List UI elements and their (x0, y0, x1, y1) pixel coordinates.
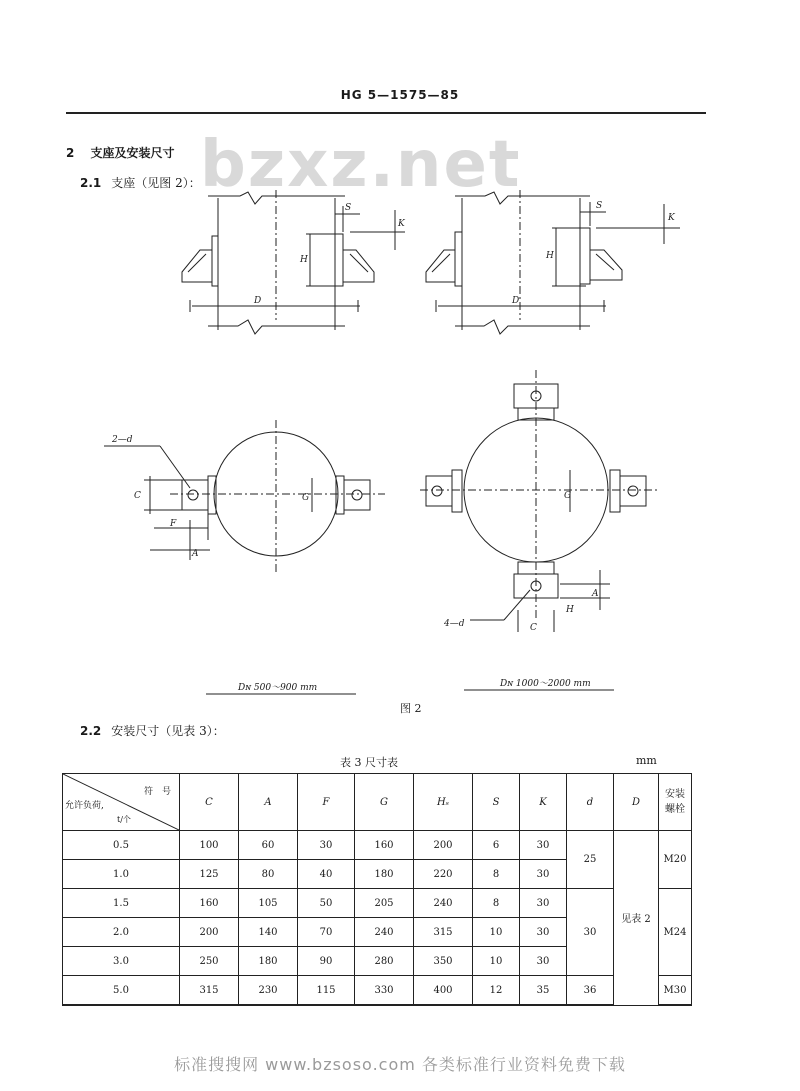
cell-a: 180 (239, 947, 298, 976)
dim-s-left: S (345, 203, 352, 213)
cell-h: 400 (414, 976, 473, 1006)
table-row (63, 831, 692, 860)
subsection-text: 安装尺寸（见表 3）： (111, 724, 225, 738)
subsection-text: 支座（见图 2）： (111, 176, 201, 190)
corner-cell (63, 774, 180, 831)
cell-a: 105 (239, 889, 298, 918)
document-header: HG 5—1575—85 (340, 88, 460, 102)
cell-c: 160 (180, 889, 239, 918)
cell-bolt-last: M30 (659, 976, 692, 1006)
col-header-bolt (659, 774, 692, 831)
cell-s: 10 (473, 947, 520, 976)
cell-g: 180 (355, 860, 414, 889)
cell-a: 60 (239, 831, 298, 860)
cell-c: 200 (180, 918, 239, 947)
cell-bolt-group1: M20 (659, 831, 692, 889)
cell-f: 40 (298, 860, 355, 889)
cell-s: 8 (473, 860, 520, 889)
dim-f-left: F (170, 519, 177, 529)
caption-left: Dɴ 500～900 mm (238, 683, 318, 693)
cell-s: 10 (473, 918, 520, 947)
figure-label: 图 2 (400, 702, 422, 715)
cell-k: 30 (520, 947, 567, 976)
table-unit: mm (636, 754, 657, 767)
dim-d-right: D (512, 296, 520, 306)
col-header-c: C (180, 774, 239, 831)
cell-h: 240 (414, 889, 473, 918)
cell-c: 250 (180, 947, 239, 976)
watermark: bzxz.net (200, 128, 522, 202)
cell-k: 30 (520, 918, 567, 947)
dim-2d: 2—d (112, 435, 133, 445)
cell-k: 30 (520, 831, 567, 860)
cell-h: 220 (414, 860, 473, 889)
cell-load: 3.0 (63, 947, 180, 976)
corner-symbol: 符 号 (143, 787, 171, 797)
dim-h-right: H (546, 251, 554, 261)
col-header-k: K (520, 774, 567, 831)
cell-k: 35 (520, 976, 567, 1006)
cell-c: 315 (180, 976, 239, 1006)
dim-k-left: K (398, 219, 405, 229)
table-row (63, 976, 692, 1006)
cell-c: 125 (180, 860, 239, 889)
cell-load: 1.0 (63, 860, 180, 889)
cell-d-group2: 30 (567, 889, 614, 976)
subsection-2-2 (80, 722, 225, 739)
table-row (63, 889, 692, 918)
cell-h: 200 (414, 831, 473, 860)
col-header-bolt-line2: 螺栓 (665, 804, 685, 815)
cell-d-last: 36 (567, 976, 614, 1006)
col-header-d-big: D (614, 774, 659, 831)
cell-g: 240 (355, 918, 414, 947)
cell-s: 8 (473, 889, 520, 918)
cell-g: 330 (355, 976, 414, 1006)
section-title: 支座及安装尺寸 (90, 146, 175, 160)
dim-s-right: S (596, 201, 603, 211)
cell-g: 160 (355, 831, 414, 860)
caption-right: Dɴ 1000～2000 mm (500, 679, 591, 689)
cell-d-group1: 25 (567, 831, 614, 889)
cell-f: 30 (298, 831, 355, 860)
cell-h: 350 (414, 947, 473, 976)
dim-g-left: G (302, 493, 310, 503)
cell-load: 5.0 (63, 976, 180, 1006)
cell-load: 0.5 (63, 831, 180, 860)
col-header-bolt-line1: 安装 (665, 789, 685, 800)
cell-g: 280 (355, 947, 414, 976)
cell-s: 12 (473, 976, 520, 1006)
cell-load: 2.0 (63, 918, 180, 947)
dim-4d: 4—d (444, 619, 465, 629)
cell-h: 315 (414, 918, 473, 947)
table-title: 表 3 尺寸表 (340, 756, 398, 769)
dim-c-left: C (134, 491, 141, 501)
col-header-s: S (473, 774, 520, 831)
footer-watermark: 标准搜搜网 www.bzsoso.com 各类标准行业资料免费下载 (174, 1055, 626, 1074)
col-header-a: A (239, 774, 298, 831)
cell-f: 90 (298, 947, 355, 976)
cell-k: 30 (520, 860, 567, 889)
cell-a: 230 (239, 976, 298, 1006)
subsection-number: 2.1 (80, 176, 102, 190)
col-header-g: G (355, 774, 414, 831)
cell-s: 6 (473, 831, 520, 860)
subsection-number: 2.2 (80, 724, 102, 738)
cell-f: 115 (298, 976, 355, 1006)
dim-c-right: C (530, 623, 537, 633)
cell-load: 1.5 (63, 889, 180, 918)
dim-h-left: H (300, 255, 308, 265)
cell-f: 70 (298, 918, 355, 947)
corner-unit: t/个 (117, 815, 131, 824)
cell-g: 205 (355, 889, 414, 918)
cell-d-merged: 见表 2 (614, 831, 659, 1006)
col-header-f: F (298, 774, 355, 831)
dim-a-left: A (192, 549, 199, 559)
dimension-table (62, 773, 692, 1006)
col-header-h: Hₛ (414, 774, 473, 831)
dim-h-bottom: H (566, 605, 574, 615)
cell-a: 80 (239, 860, 298, 889)
cell-c: 100 (180, 831, 239, 860)
cell-k: 30 (520, 889, 567, 918)
section-number: 2 (66, 146, 75, 160)
cell-bolt-group2: M24 (659, 889, 692, 976)
dim-d-left: D (254, 296, 262, 306)
cell-f: 50 (298, 889, 355, 918)
dim-k-right: K (668, 213, 675, 223)
col-header-d-small: d (567, 774, 614, 831)
dim-a-right: A (592, 589, 599, 599)
corner-load: 允许负荷, (65, 801, 104, 811)
dim-g-right: G (564, 491, 572, 501)
cell-a: 140 (239, 918, 298, 947)
